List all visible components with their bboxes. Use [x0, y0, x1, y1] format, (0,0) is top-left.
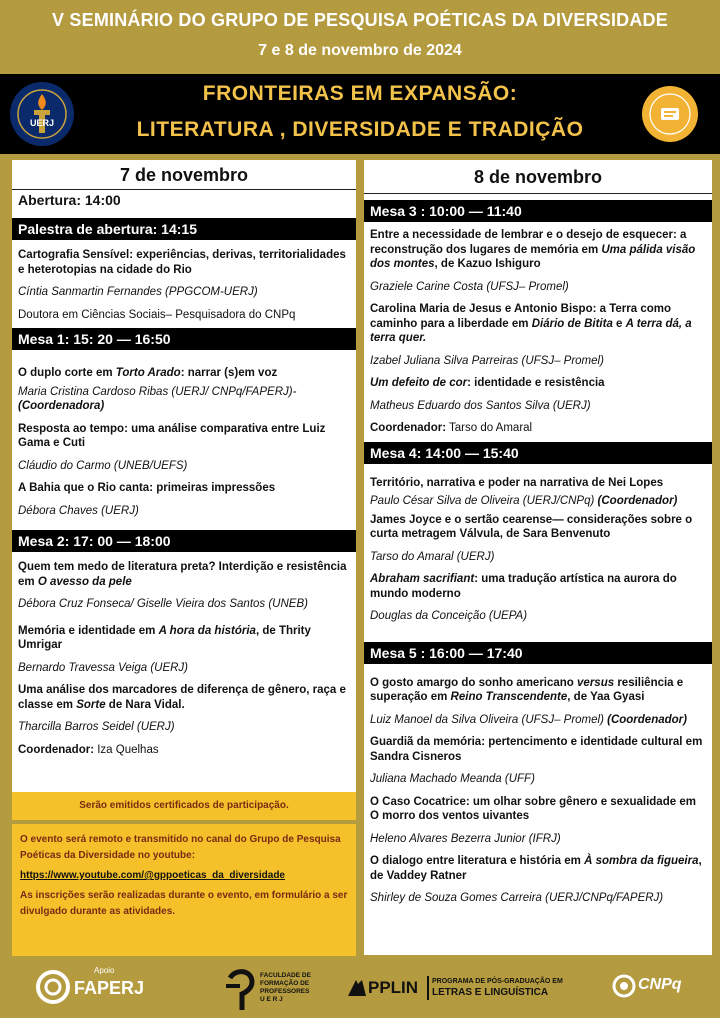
palestra-author: Cíntia Sanmartin Fernandes (PPGCOM-UERJ) [18, 286, 258, 298]
uerj-logo-text: UERJ [29, 118, 55, 128]
mesa2-heading: Mesa 2: 17: 00 — 18:00 [12, 530, 356, 552]
mesa4-talk-2-author: Tarso do Amaral (UERJ) [370, 550, 495, 563]
mesa4-talk-2: James Joyce e o sertão cearense— considerações sobre o curta metragem Válvula, de Sara Benvenuto [370, 513, 693, 540]
cnpq-text: CNPq [638, 976, 682, 993]
mesa5-talk-3: O Caso Cocatrice: um olhar sobre gênero e sexualidade em O morro dos ventos uivantes [370, 795, 696, 822]
mesa3-talk-2-author: Izabel Juliana Silva Parreiras (UFSJ– Promel) [370, 354, 604, 367]
mesa3-talk-3: Um defeito de cor: identidade e resistência [370, 377, 605, 389]
faperj-icon [36, 970, 70, 1004]
mesa1-talk-3-author: Débora Chaves (UERJ) [18, 504, 139, 517]
ffp-line-3: PROFESSORES [260, 988, 310, 995]
mesa1-talk-3: A Bahia que o Rio canta: primeiras impressões [18, 482, 276, 494]
pplin-text: PPLIN [368, 978, 419, 997]
mesa3-talk-1: Entre a necessidade de lembrar e o desejo de esquecer: a reconstrução dos lugares de memória em Uma pálida visão dos montes, de Kazuo Ishiguro [370, 229, 696, 270]
mesa5-talk-1-author: Luiz Manoel da Silva Oliveira (UFSJ– Promel) (Coordenador) [370, 713, 687, 726]
event-date: 7 e 8 de novembro de 2024 [258, 42, 462, 59]
event-info-box [12, 824, 356, 956]
cnpq-icon [612, 974, 636, 998]
ffp-icon [222, 968, 258, 1012]
mesa5-talk-3-author: Heleno Alvares Bezerra Junior (IFRJ) [370, 832, 561, 845]
ffp-logo [222, 968, 332, 1018]
mesa2-talk-3: Uma análise dos marcadores de diferença de gênero, raça e classe em Sorte de Nara Vidal. [18, 684, 346, 711]
mesa2-talk-2-author: Bernardo Travessa Veiga (UERJ) [18, 661, 189, 674]
mesa1-heading: Mesa 1: 15: 20 — 16:50 [12, 328, 356, 350]
mesa4-heading: Mesa 4: 14:00 — 15:40 [364, 442, 712, 464]
pplin-subtitle-2: LETRAS E LINGUÍSTICA [432, 987, 549, 998]
banner [0, 74, 720, 154]
mesa3-coordinator: Coordenador: Tarso do Amaral [370, 422, 533, 434]
mesa3-talk-3-author: Matheus Eduardo dos Santos Silva (UERJ) [370, 399, 591, 412]
certificate-notice: Serão emitidos certificados de participação. [12, 792, 356, 820]
mesa3-talk-2: Carolina Maria de Jesus e Antonio Bispo: a Terra como caminho para a liberdade em Diário de Bitita e A terra dá, a terra quer. [370, 303, 692, 344]
mesa5-heading: Mesa 5 : 16:00 — 17:40 [364, 642, 712, 664]
mesa2-coordinator: Coordenador: Iza Quelhas [18, 743, 159, 756]
faperj-logo [36, 966, 186, 1016]
mesa2-talk-2: Memória e identidade em A hora da história, de Thrity Umrigar [18, 624, 311, 651]
mesa1-talk-2: Resposta ao tempo: uma análise comparativa entre Luiz Gama e Cuti [18, 422, 326, 449]
banner-line-2: LITERATURA , DIVERSIDADE E TRADIÇÃO [136, 118, 584, 141]
mesa5-talk-2-author: Juliana Machado Meanda (UFF) [370, 773, 535, 785]
group-seal-logo [640, 84, 700, 144]
apoio-label: Apoio [94, 966, 115, 975]
mesa4-talk-3-author: Douglas da Conceição (UEPA) [370, 610, 528, 622]
banner-line-1: FRONTEIRAS EM EXPANSÃO: [202, 82, 518, 105]
faperj-text: FAPERJ [74, 978, 145, 998]
mesa3-heading: Mesa 3 : 10:00 — 11:40 [364, 200, 712, 222]
day2-heading: 8 de novembro [364, 160, 712, 194]
mesa1-talk-1-role: (Coordenadora) [18, 400, 105, 412]
mesa4-talk-1: Território, narrativa e poder na narrativa de Nei Lopes [370, 476, 664, 489]
sponsor-logos [0, 962, 720, 1018]
mesa1-talk-2-author: Cláudio do Carmo (UNEB/UEFS) [18, 459, 188, 472]
mesa1-talk-1-author: Maria Cristina Cardoso Ribas (UERJ/ CNPq/FAPERJ)- [18, 385, 297, 398]
palestra-role: Doutora em Ciências Sociais– Pesquisadora do CNPq [18, 308, 296, 321]
mesa4-talk-1-author: Paulo César Silva de Oliveira (UERJ/CNPq) (Coordenador) [370, 495, 678, 507]
mesa5-talk-4-author: Shirley de Souza Gomes Carreira (UERJ/CNPq/FAPERJ) [370, 892, 664, 904]
youtube-link[interactable]: https://www.youtube.com/@gppoeticas_da_diversidade [20, 870, 285, 881]
info-remote: O evento será remoto e transmitido no canal do Grupo de Pesquisa Poéticas da Diversidade no youtube: [20, 834, 341, 861]
mesa3-talk-1-author: Graziele Carine Costa (UFSJ– Promel) [370, 280, 569, 293]
mesa1-talk-1: O duplo corte em Torto Arado: narrar (s)em voz [18, 367, 278, 379]
mesa2-talk-3-author: Tharcilla Barros Seidel (UERJ) [18, 721, 175, 733]
mesa4-talk-3: Abraham sacrifiant: uma tradução artística na aurora do mundo moderno [370, 573, 677, 600]
mesa5-talk-4: O dialogo entre literatura e história em À sombra da figueira, de Vaddey Ratner [370, 855, 702, 882]
info-registration: As inscrições serão realizadas durante o evento, em formulário a ser divulgado durante as atividades. [20, 890, 348, 917]
pplin-subtitle-1: PROGRAMA DE PÓS-GRADUAÇÃO EM [432, 978, 563, 985]
ffp-line-2: FORMAÇÃO DE [260, 980, 310, 987]
day1-heading: 7 de novembro [12, 160, 356, 190]
abertura: Abertura: 14:00 [18, 192, 121, 208]
cnpq-logo [612, 972, 712, 1012]
palestra-heading: Palestra de abertura: 14:15 [12, 218, 356, 240]
palestra-title: Cartografia Sensível: experiências, derivas, territorialidades e heterotopias na cidade do Rio [18, 249, 346, 276]
mesa5-talk-2: Guardiã da memória: pertencimento e identidade cultural em Sandra Cisneros [370, 736, 703, 763]
mesa2-talk-1: Quem tem medo de literatura preta? Interdição e resistência em O avesso da pele [18, 561, 347, 588]
mesa2-talk-1-author: Débora Cruz Fonseca/ Giselle Vieira dos Santos (UNEB) [18, 598, 308, 610]
pplin-icon [346, 976, 368, 998]
mesa5-talk-1: O gosto amargo do sonho americano versus resiliência e superação em Reino Transcendente, de Yaa Gyasi [370, 676, 684, 703]
ffp-line-4: U E R J [260, 996, 283, 1003]
pplin-logo [346, 972, 566, 1012]
ffp-line-1: FACULDADE DE [260, 972, 311, 979]
day1-column [12, 160, 356, 792]
day2-column [364, 160, 712, 955]
event-title: V SEMINÁRIO DO GRUPO DE PESQUISA POÉTICAS DA DIVERSIDADE [52, 10, 668, 30]
uerj-logo [8, 80, 76, 148]
